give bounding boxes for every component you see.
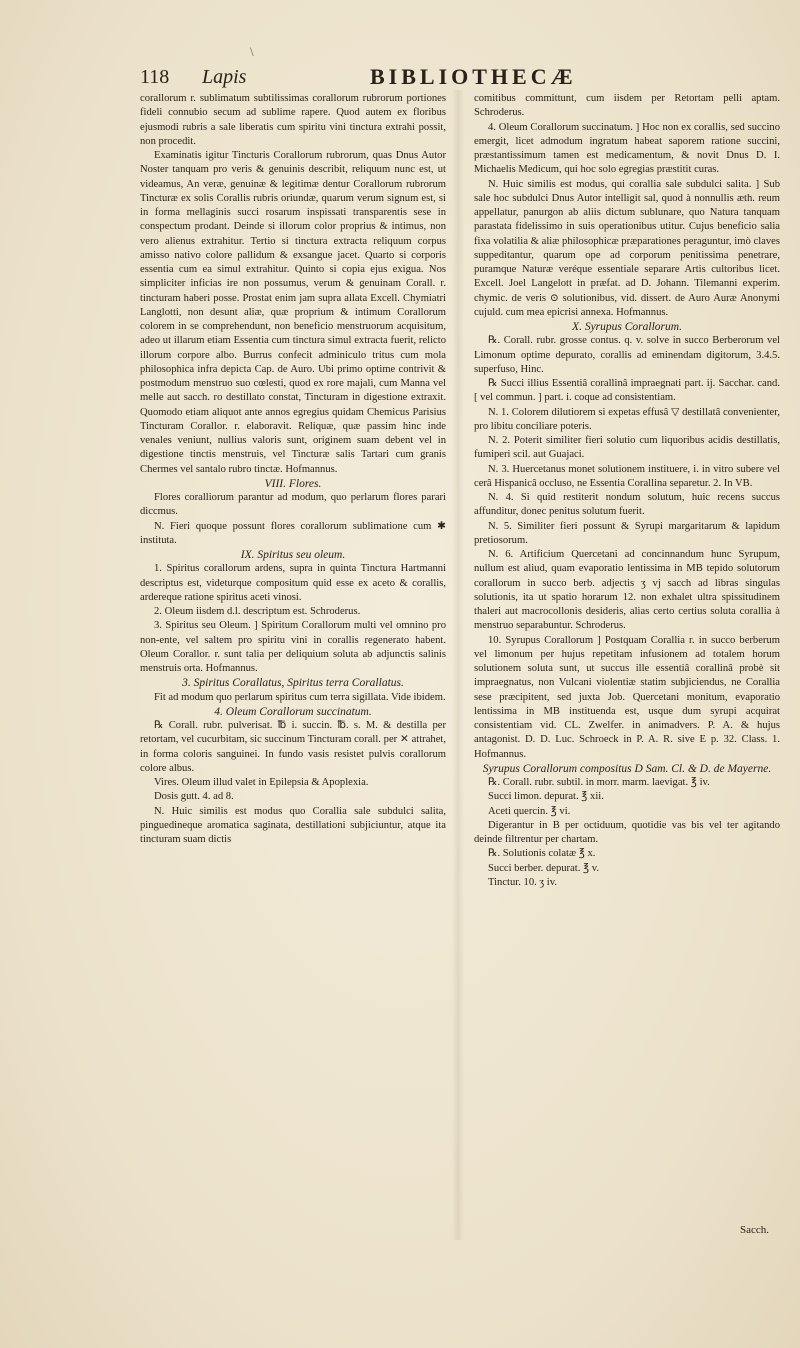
paragraph: Dosis gutt. 4. ad 8. [154, 791, 234, 803]
section-heading: VIII. Flores. [264, 477, 322, 490]
paragraph: N. 4. Si quid restiterit nondum solutum, huic recens succus affunditur, donec penitus solutum fuerit. [474, 492, 780, 518]
paragraph: comitibus committunt, cum iisdem per Retortam pelli aptam. Schroderus. [474, 93, 780, 119]
running-head [140, 64, 760, 92]
catchword: Sacch. [740, 1224, 770, 1236]
paragraph: N. 5. Similiter fieri possunt & Syrupi margaritarum & lapidum pretiosorum. [474, 520, 780, 546]
paragraph: Fit ad modum quo perlarum spiritus cum terra sigillata. Vide ibidem. [154, 691, 446, 703]
paragraph: Aceti quercin. ℥ vi. [488, 805, 571, 817]
paragraph: ℞ Corall. rubr. pulverisat. ℔ i. succin. ℔. s. M. & destilla per retortam, vel cucurbitam, sic succinum Tincturam corall. per ✕ attrahet, in forma coloris sanguinei. In fundo vasis resistet pulvis corallorum colore albus. [140, 720, 446, 774]
section-heading: 4. Oleum Corallorum succinatum. [214, 705, 372, 718]
paragraph: ℞ Succi illius Essentiâ corallinâ impraegnati part. ij. Sacchar. cand. [ vel commun. ] part. i. coque ad consistentiam. [474, 378, 780, 404]
paragraph: Succi berber. depurat. ℥ v. [488, 862, 600, 874]
paragraph: ℞. Solutionis colatæ ℥ x. [488, 848, 596, 860]
paragraph: Digerantur in B per octiduum, quotidie vas bis vel ter agitando deinde filtrentur per chartam. [474, 819, 780, 845]
page-mark: \ [250, 44, 254, 59]
paragraph: Succi limon. depurat. ℥ xii. [488, 791, 604, 803]
section-heading: Syrupus Corallorum compositus D Sam. Cl. & D. de Mayerne. [482, 762, 772, 775]
paragraph: N. 1. Colorem dilutiorem si expetas effusâ ▽ destillatâ convenienter, pro libitu conciliare poteris. [474, 406, 780, 432]
section-heading: X. Syrupus Corallorum. [572, 321, 682, 333]
paragraph: 10. Syrupus Corallorum ] Postquam Corallia r. in succo berberum vel limonum per hujus repetitam infusionem ad totalem horum solutionem soluta sunt, ut succus ille essentiâ corallinâ probè sit impraegnatus, non Vulcani violentiæ statim subjiciendus, ne Corallia sese præcipitent, sed juxta Job. Quercetani monitum, evaporatio lentissima in MB instituenda est, usque dum syrupi acquirat consistentiam vid. CL. Zwelfer. in animadvers. P. A. & hujus antagonist. D. D. Luc. Schroeck in P. A. R. sive E p. 32. Class. 1. Hofmannus. [474, 634, 780, 760]
paragraph: N. 3. Huercetanus monet solutionem instituere, i. in vitro subere vel cerâ Hispanicâ occluso, ne Essentia Corallina separetur. 2. In VB. [474, 463, 780, 489]
paragraph: ℞. Corall. rubr. grosse contus. q. v. solve in succo Berberorum vel Limonum optime depurato, corallis ad eminendam digitorum, 3.4.5. superfuso, Hinc. [474, 335, 780, 375]
paragraph: Vires. Oleum illud valet in Epilepsia & Apoplexia. [154, 777, 369, 788]
section-heading: IX. Spiritus seu oleum. [240, 549, 346, 561]
paragraph: Tinctur. 10. ʒ iv. [488, 876, 557, 888]
left-column [140, 92, 446, 847]
paragraph: N. Huic similis est modus quo Corallia sale subdulci salita, pinguedineque aromatica saginata, destillationi subjiciuntur, atque ita tincturam suam dictis [140, 805, 446, 845]
paragraph: N. Huic similis est modus, qui corallia sale subdulci salita. ] Sub sale hoc subdulci Dnus Autor intelligit sal, quod à nonnullis æth. reum appellatur, panurgon ab aliis dictum sublunare, quo Natura tanquam parastata fidelissimo in suis operationibus utitur. Cujus beneficio salia fixa volatilia & aliæ philosophicæ præparationes peraguntur, imò claves suppeditantur, quarum ope ad corporum penitissima penetrare, puramque Naturæ veréque essentiale separare Artis cultoribus licet. Excell. Joel Langelott in præfat. ad D. Johann. Tilemanni experim. chymic. de veris ⊙ solutionibus, vid. dissert. de Auro Auræ Anonymi cujuld. cum mea epicrisi annexa. Hofmannus. [474, 178, 780, 318]
paragraph: Flores coralliorum parantur ad modum, quo perlarum flores parari diccmus. [140, 492, 446, 518]
running-title: BIBLIOTHECÆ [370, 64, 577, 89]
paragraph: N. 6. Artificium Quercetani ad concinnandum hunc Syrupum, nullum est aliud, quam evaporatio lentissima in MB tepido solutorum corallorum in succo berb. adjectis ʒ vj sacch ad libras singulas solutionis, ita ut spatio horarum 12. non exhalet ultra spissitudinem thaleri aut macrocollonis desideris, alias certo certius soluta corallia à menstruo separabuntur. Schroderus. [474, 549, 780, 632]
paragraph: 3. Spiritus seu Oleum. ] Spiritum Corallorum multi vel omnino pro non-ente, vel saltem pro spiritu vini in corallis regenerato habent. Oleum Corallor. r. sunt talia per deliquium soluta ab adjunctis salinis menstruis orta. Hofmannus. [140, 620, 446, 674]
column-gutter [452, 90, 464, 1240]
section-heading: 3. Spiritus Corallatus, Spiritus terra Corallatus. [182, 677, 404, 690]
paragraph: ℞. Corall. rubr. subtil. in morr. marm. laevigat. ℥ iv. [488, 777, 710, 788]
paragraph: N. 2. Poterit similiter fieri solutio cum liquoribus acidis destillatis, fumiperi scil. aut Guajaci. [474, 435, 780, 461]
paragraph: 4. Oleum Corallorum succinatum. ] Hoc non ex corallis, sed succino emergit, licet admodum ingratum habeat saporem ratione succini, præstantissimum tamen est medicamentum, & novit Dnus D. I. Michaelis Medicum, qui hoc solo egregias præstitit curas. [474, 121, 780, 176]
paragraph: 2. Oleum iisdem d.l. descriptum est. Schroderus. [154, 606, 361, 617]
paragraph: corallorum r. sublimatum subtilissimas corallorum rubrorum portiones fideli connubio secum ad sublime rapere. Quod autem ex floribus ejusmodi rubris a sale liberatis cum spiritu vini tinctura extrahi possit, non procedit. [140, 93, 446, 147]
paragraph: Examinatis igitur Tincturis Corallorum rubrorum, quas Dnus Autor Noster tanquam pro veris & genuinis describit, reliquum nunc est, ut videamus, An veræ, genuinæ & legitimæ dentur Corallorum rubrorum Tincturæ ex solis Corallis rubris oriundæ, quarum verum signum est, si in forma mellaginis succi rosarum inspissati transparentis sese in conspectum prodant. Deinde si illorum color proprius & intimus, non vero alienus extrahitur. Tertio si tinctura extracta reliquum corpus amisso nativo colore pallidum & exsangue jacet. Quarto si corporis essentia cum ea simul extrahitur. Quinto si copia ejus exigua. Nos simpliciter inficias ire non possumus, verum & genuinam Corall. r. tincturam haberi posse. Prostat enim jam supra allata Excell. Chymiatri Langlotti, non desunt aliæ, quæ proprium & intimum Corallorum colorem in se comprehendunt, non beneficio menstruorum acquisitum, adeo ut illarum etiam Essentia cum tinctura simul extracta fuerit, relicto illorum corpore albo. Burrus confecit adminiculo tritus cum mola philosophica infra depicta Cap. de Auro. Ubi primo optime contrivit & postmodum menstruo suo cœlesti, quod ex rore majali, cum Manna vel melle aut sacch. ro destillato constat, Tincturam in digestione extraxit. Quomodo etiam aliquot ante annos egregius quidam Chemicus Parisius Tincturam Corallor. r. elaboravit. Reliquæ, quæ passim hinc inde venales veniunt, nullius valoris sunt, originem suam debent vel in digestione tinctis menstruis, vel Tincturæ salis Tartari cum granis Chermes vel santalo rubro tinctæ. Hofmannus. [140, 150, 446, 475]
paragraph: 1. Spiritus corallorum ardens, supra in quinta Tinctura Hartmanni descriptus est, videturque compositum quid esse ex aceto & corallis, ardereque ratione spiritus aceti vinosi. [140, 563, 446, 603]
page-number: 118 [140, 66, 170, 88]
right-column [474, 92, 780, 890]
paragraph: N. Fieri quoque possunt flores corallorum sublimatione cum ✱ instituta. [140, 520, 446, 546]
running-word: Lapis [202, 66, 247, 88]
